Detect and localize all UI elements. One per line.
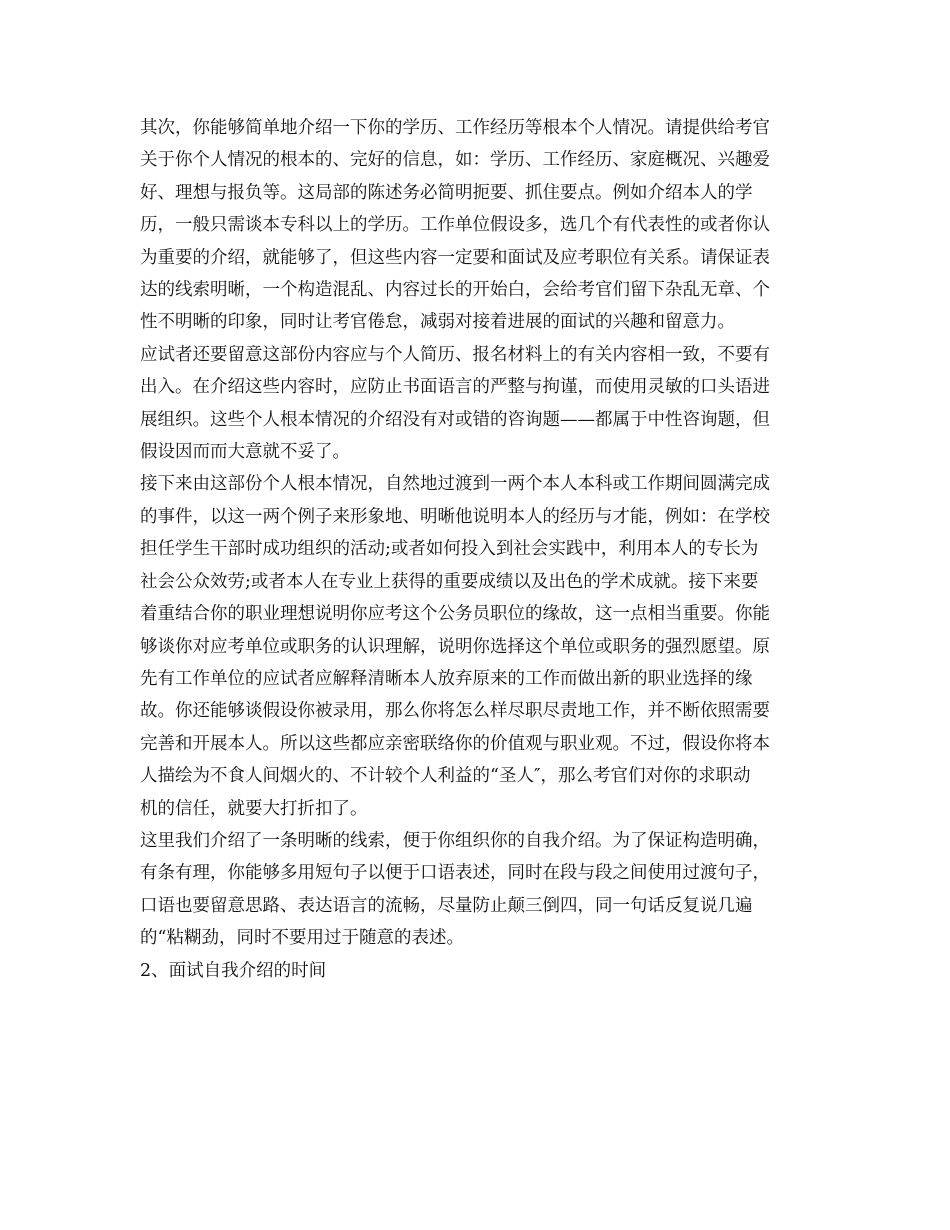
text-line: 人描绘为不食人间烟火的、不计较个人利益的“圣人″，那么考官们对你的求职动: [140, 766, 751, 787]
text-line: 着重结合你的职业理想说明你应考这个公务员职位的缘故，这一点相当重要。你能: [140, 604, 770, 625]
text-line: 性不明晰的印象，同时让考官倦怠，减弱对接着进展的面试的兴趣和留意力。: [140, 312, 735, 333]
text-line: 好、理想与报负等。这局部的陈述务必简明扼要、抓住要点。例如介绍本人的学: [140, 182, 753, 203]
text-line: 够谈你对应考单位或职务的认识理解，说明你选择这个单位或职务的强烈愿望。原: [140, 636, 770, 657]
text-line: 假设因而而大意就不妥了。: [140, 442, 350, 463]
text-line: 担任学生干部时成功组织的活动;或者如何投入到社会实践中，利用本人的专长为: [140, 539, 759, 560]
paragraph-consistency: [140, 339, 815, 469]
text-line: 出入。在介绍这些内容时，应防止书面语言的严整与拘谨，而使用灵敏的口头语进: [140, 377, 770, 398]
text-line: 社会公众效劳;或者本人在专业上获得的重要成绩以及出色的学术成就。接下来要: [140, 571, 759, 592]
paragraph-structure-tips: [140, 825, 815, 955]
text-line: 机的信任，就要大打折扣了。: [140, 798, 368, 819]
text-line: 有条有理，你能够多用短句子以便于口语表述，同时在段与段之间使用过渡句子，: [140, 863, 770, 884]
paragraph-self-background: [140, 112, 815, 339]
document-body: [140, 112, 815, 987]
text-line: 故。你还能够谈假设你被录用，那么你将怎么样尽职尽责地工作，并不断依照需要: [140, 701, 770, 722]
text-line: 展组织。这些个人根本情况的介绍没有对或错的咨询题——都属于中性咨询题，但: [140, 409, 770, 430]
text-line: 2、面试自我介绍的时间: [140, 960, 327, 981]
text-line: 的事件，以这一两个例子来形象地、明晰他说明本人的经历与才能，例如：在学校: [140, 506, 770, 527]
text-line: 历，一般只需谈本专科以上的学历。工作单位假设多，选几个有代表性的或者你认: [140, 215, 770, 236]
section-heading: [140, 955, 815, 987]
text-line: 先有工作单位的应试者应解释清晰本人放弃原来的工作而做出新的职业选择的缘: [140, 668, 753, 689]
text-line: 的“粘糊劲，同时不要用过于随意的表述。: [140, 928, 464, 949]
paragraph-examples-motivation: [140, 468, 815, 824]
text-line: 接下来由这部份个人根本情况，自然地过渡到一两个本人本科或工作期间圆满完成: [140, 474, 770, 495]
text-line: 应试者还要留意这部份内容应与个人简历、报名材料上的有关内容相一致，不要有: [140, 344, 770, 365]
text-line: 这里我们介绍了一条明晰的线索，便于你组织你的自我介绍。为了保证构造明确，: [140, 830, 770, 851]
text-line: 口语也要留意思路、表达语言的流畅，尽量防止颠三倒四，同一句话反复说几遍: [140, 895, 753, 916]
text-line: 其次，你能够简单地介绍一下你的学历、工作经历等根本个人情况。请提供给考官: [140, 118, 770, 138]
text-line: 达的线索明晰，一个构造混乱、内容过长的开始白，会给考官们留下杂乱无章、个: [140, 280, 770, 301]
text-line: 关于你个人情况的根本的、完好的信息，如：学历、工作经历、家庭概况、兴趣爱: [140, 150, 770, 171]
text-line: 完善和开展本人。所以这些都应亲密联络你的价值观与职业观。不过，假设你将本: [140, 733, 770, 754]
text-line: 为重要的介绍，就能够了，但这些内容一定要和面试及应考职位有关系。请保证表: [140, 247, 770, 268]
